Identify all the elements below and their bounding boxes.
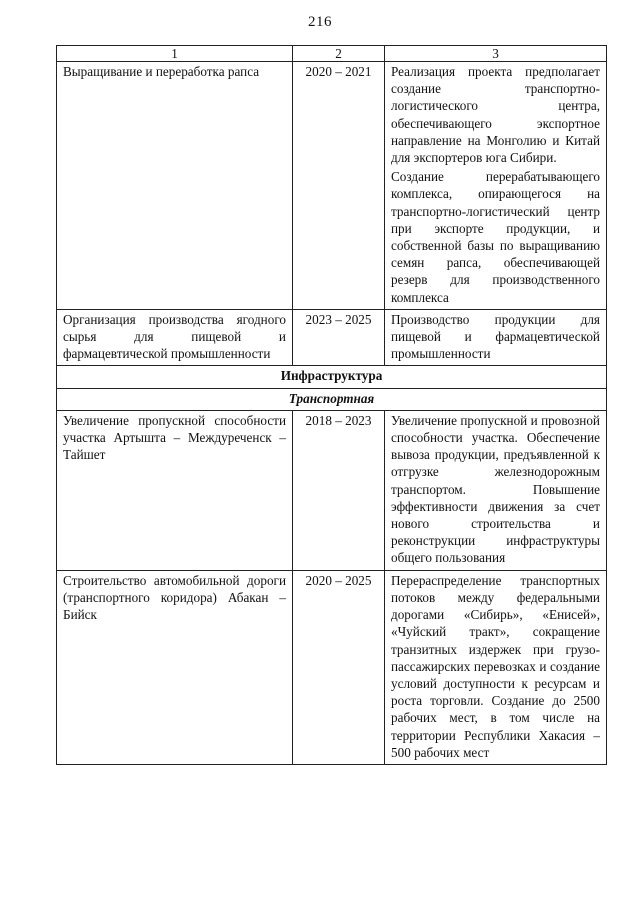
table-row <box>57 570 607 764</box>
project-cell: Выращивание и переработка рапса <box>57 62 293 310</box>
section-title: Инфраструктура <box>57 366 607 388</box>
table-row <box>57 309 607 366</box>
table-row <box>57 410 607 570</box>
period-cell: 2023 – 2025 <box>293 309 385 366</box>
result-paragraph: Производство продукции для пищевой и фармацевтической промышленности <box>391 311 600 362</box>
column-header-2: 2 <box>293 46 385 62</box>
result-cell <box>385 62 607 310</box>
period-cell: 2018 – 2023 <box>293 410 385 570</box>
column-header-3: 3 <box>385 46 607 62</box>
period-cell: 2020 – 2025 <box>293 570 385 764</box>
result-cell <box>385 309 607 366</box>
column-header-1: 1 <box>57 46 293 62</box>
section-row <box>57 366 607 388</box>
result-paragraph: Реализация проекта предполагает создание транспортно-логистического центра, обеспечивающего экспортное направление на Монголию и Китай для экспортеров юга Сибири. <box>391 64 600 166</box>
subsection-row <box>57 388 607 410</box>
result-paragraph: Создание перерабатывающего комплекса, опирающегося на транспортно-логистический центр при экспорте продукции, и собственной базы по выращиванию семян рапса, обеспечивающей резерв для производственного комплекса <box>391 169 600 305</box>
table-header-row <box>57 46 607 62</box>
subsection-title: Транспортная <box>57 388 607 410</box>
project-cell: Увеличение пропускной способности участка Артышта – Междуреченск – Тайшет <box>57 410 293 570</box>
result-paragraph: Перераспределение транспортных потоков между федеральными дорогами «Сибирь», «Енисей», «Чуйский тракт», сокращение транзитных издержек при грузо-пассажирских перевозках и создание условий доступности к ресурсам и роста торговли. Создание до 2500 рабочих мест, в том числе на территории Республики Хакасия – 500 рабочих мест <box>391 572 600 760</box>
project-cell: Организация производства ягодного сырья для пищевой и фармацевтической промышленности <box>57 309 293 366</box>
result-cell <box>385 570 607 764</box>
page-number: 216 <box>308 14 332 30</box>
result-paragraph: Увеличение пропускной и провозной способности участка. Обеспечение вывоза продукции, предъявленной к отгрузке железнодорожным транспортом. Повышение эффективности движения за счет нового строительства и реконструкции инфраструктуры общего пользования <box>391 412 600 566</box>
result-cell <box>385 410 607 570</box>
project-cell: Строительство автомобильной дороги (транспортного коридора) Абакан – Бийск <box>57 570 293 764</box>
projects-table <box>56 45 607 765</box>
period-cell: 2020 – 2021 <box>293 62 385 310</box>
table-row <box>57 62 607 310</box>
